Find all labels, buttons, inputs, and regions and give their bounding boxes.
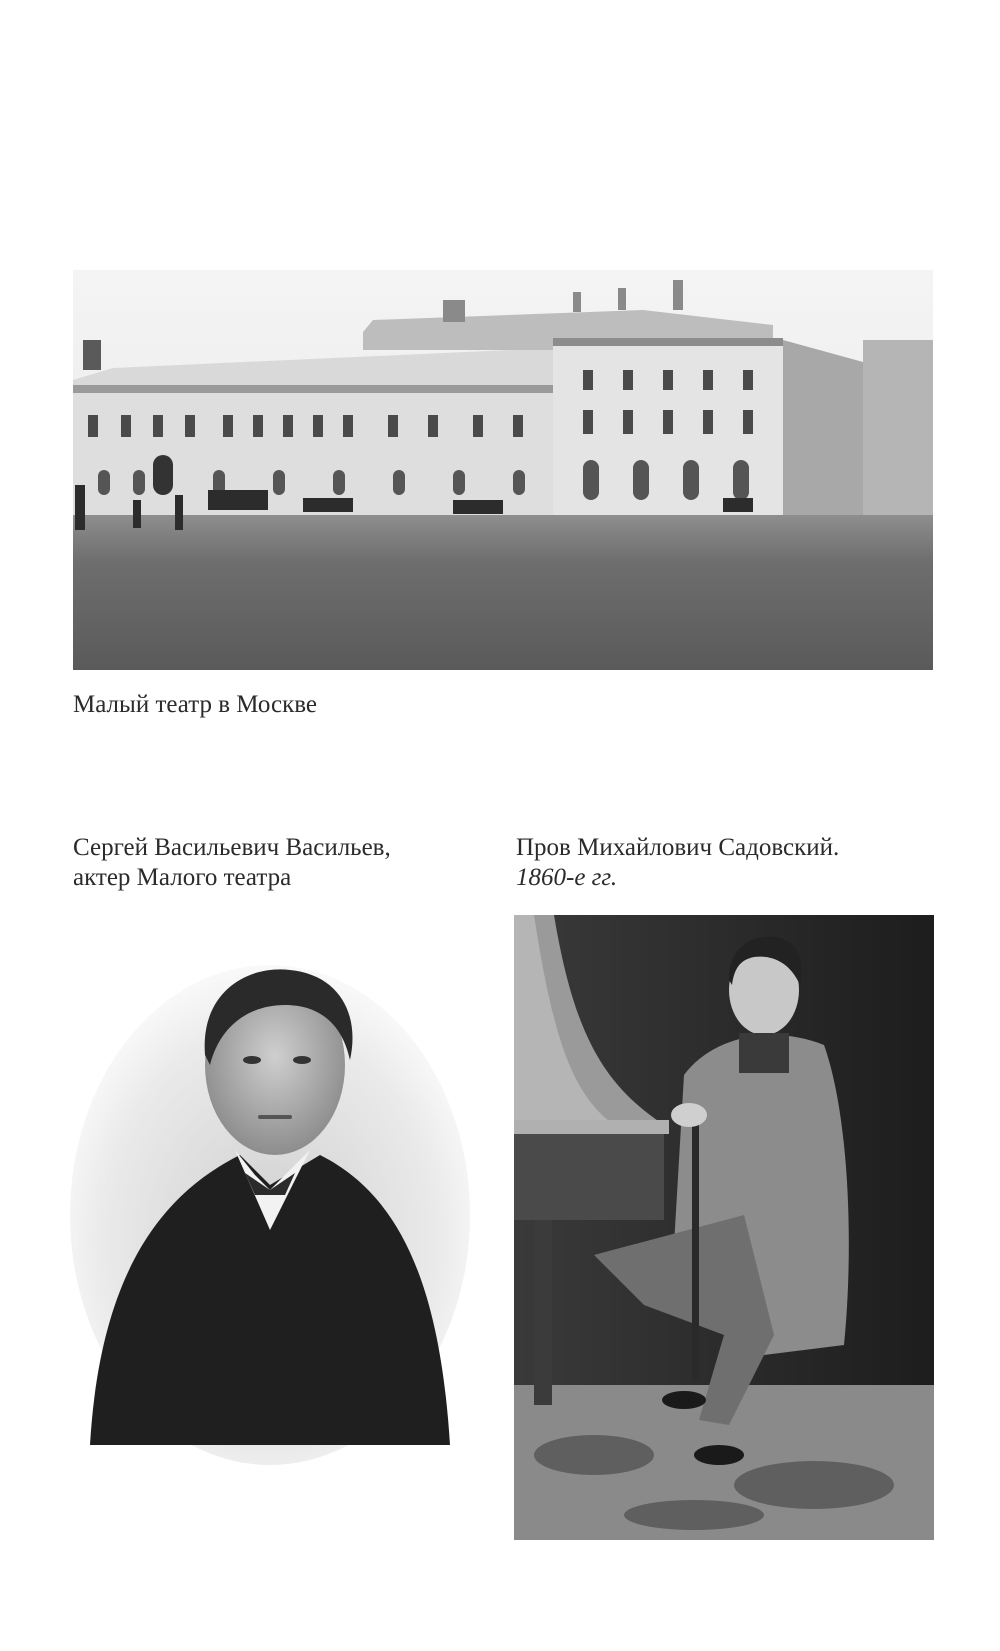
vasiliev-caption-line-2: актер Малого театра [73, 864, 292, 891]
vasiliev-caption [73, 833, 391, 893]
vasiliev-portrait [70, 945, 470, 1465]
sadovsky-caption-line-1: Пров Михайлович Садовский. [516, 834, 840, 861]
vasiliev-caption-line-1: Сергей Васильевич Васильев, [73, 834, 391, 861]
theatre-photograph [73, 270, 933, 670]
sadovsky-portrait [514, 915, 934, 1540]
sadovsky-caption [516, 833, 839, 893]
theatre-caption-text: Малый театр в Москве [73, 691, 317, 718]
theatre-caption [73, 690, 317, 720]
sadovsky-caption-date: 1860-е гг. [516, 864, 618, 891]
